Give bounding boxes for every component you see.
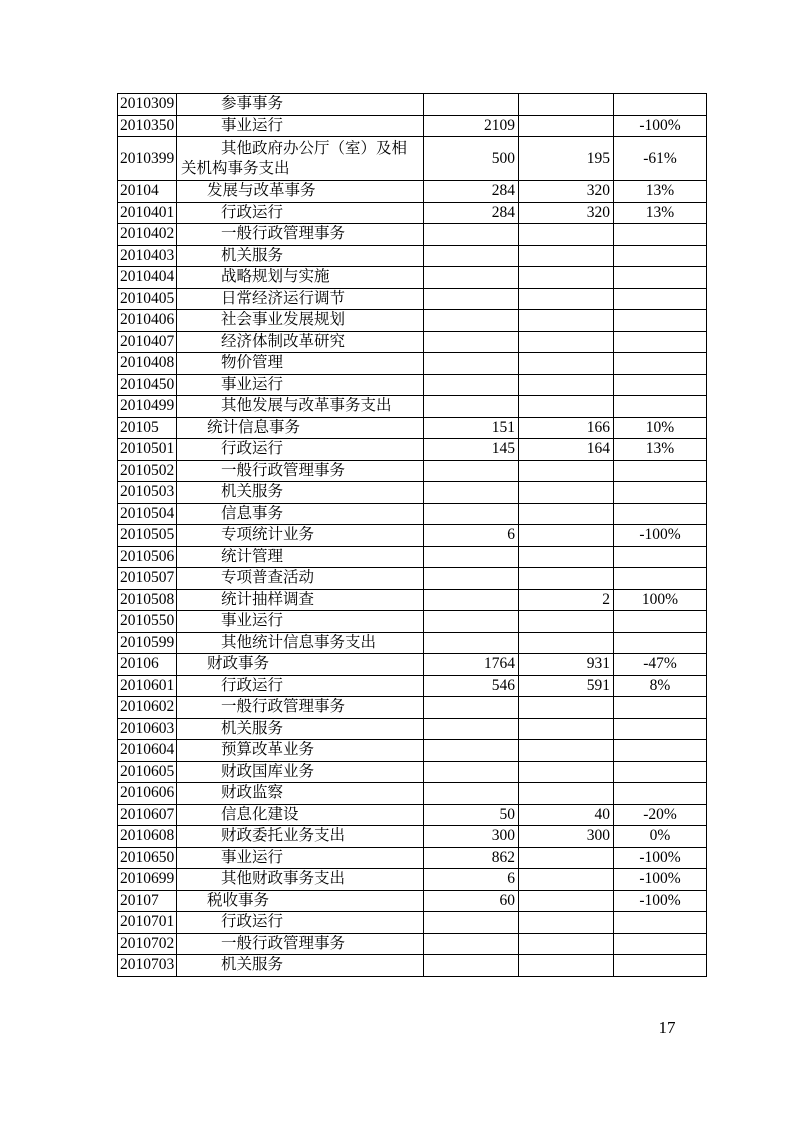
name-cell: 行政运行 <box>177 675 424 697</box>
table-row <box>118 675 707 697</box>
change-pct-cell: 8% <box>614 675 707 697</box>
change-pct-cell <box>614 288 707 310</box>
amount-b-cell: 166 <box>519 417 614 439</box>
table-row <box>118 396 707 418</box>
table-row <box>118 267 707 289</box>
code-cell: 2010703 <box>118 955 177 977</box>
code-cell: 2010606 <box>118 783 177 805</box>
amount-a-cell <box>424 245 519 267</box>
amount-a-cell <box>424 288 519 310</box>
amount-a-cell <box>424 374 519 396</box>
table-row <box>118 783 707 805</box>
amount-a-cell <box>424 460 519 482</box>
amount-a-cell: 300 <box>424 826 519 848</box>
table-row <box>118 546 707 568</box>
amount-b-cell <box>519 568 614 590</box>
amount-a-cell: 60 <box>424 890 519 912</box>
name-cell: 参事事务 <box>177 94 424 116</box>
table-row <box>118 761 707 783</box>
amount-b-cell <box>519 955 614 977</box>
amount-a-cell <box>424 224 519 246</box>
table-row <box>118 137 707 181</box>
table-row <box>118 331 707 353</box>
change-pct-cell: 13% <box>614 439 707 461</box>
name-cell: 其他政府办公厅（室）及相关机构事务支出 <box>177 137 424 181</box>
name-cell: 事业运行 <box>177 115 424 137</box>
name-cell: 信息事务 <box>177 503 424 525</box>
table-row <box>118 374 707 396</box>
amount-b-cell <box>519 331 614 353</box>
amount-a-cell: 145 <box>424 439 519 461</box>
amount-b-cell: 931 <box>519 654 614 676</box>
code-cell: 2010502 <box>118 460 177 482</box>
table-row <box>118 417 707 439</box>
code-cell: 2010402 <box>118 224 177 246</box>
amount-b-cell <box>519 482 614 504</box>
amount-b-cell <box>519 310 614 332</box>
table-row <box>118 245 707 267</box>
amount-a-cell <box>424 589 519 611</box>
name-cell: 统计管理 <box>177 546 424 568</box>
name-cell: 机关服务 <box>177 955 424 977</box>
change-pct-cell <box>614 568 707 590</box>
table-row <box>118 933 707 955</box>
amount-b-cell <box>519 611 614 633</box>
name-cell: 财政国库业务 <box>177 761 424 783</box>
table-row <box>118 525 707 547</box>
code-cell: 2010604 <box>118 740 177 762</box>
change-pct-cell <box>614 933 707 955</box>
amount-b-cell <box>519 503 614 525</box>
code-cell: 2010601 <box>118 675 177 697</box>
amount-b-cell <box>519 525 614 547</box>
change-pct-cell <box>614 912 707 934</box>
name-cell: 事业运行 <box>177 611 424 633</box>
table-row <box>118 94 707 116</box>
amount-b-cell <box>519 353 614 375</box>
amount-a-cell: 1764 <box>424 654 519 676</box>
table-row <box>118 181 707 203</box>
name-cell: 社会事业发展规划 <box>177 310 424 332</box>
amount-b-cell <box>519 224 614 246</box>
amount-b-cell <box>519 933 614 955</box>
change-pct-cell <box>614 310 707 332</box>
amount-b-cell <box>519 460 614 482</box>
amount-a-cell: 6 <box>424 525 519 547</box>
table-row <box>118 589 707 611</box>
amount-a-cell <box>424 267 519 289</box>
code-cell: 2010603 <box>118 718 177 740</box>
name-cell: 战略规划与实施 <box>177 267 424 289</box>
change-pct-cell <box>614 331 707 353</box>
amount-b-cell: 40 <box>519 804 614 826</box>
table-row <box>118 654 707 676</box>
name-cell: 专项统计业务 <box>177 525 424 547</box>
amount-a-cell <box>424 611 519 633</box>
table-row <box>118 224 707 246</box>
amount-a-cell <box>424 310 519 332</box>
code-cell: 2010405 <box>118 288 177 310</box>
change-pct-cell <box>614 94 707 116</box>
code-cell: 2010406 <box>118 310 177 332</box>
name-cell: 日常经济运行调节 <box>177 288 424 310</box>
name-cell: 一般行政管理事务 <box>177 224 424 246</box>
amount-b-cell: 2 <box>519 589 614 611</box>
code-cell: 2010504 <box>118 503 177 525</box>
change-pct-cell: -100% <box>614 847 707 869</box>
name-cell: 行政运行 <box>177 202 424 224</box>
amount-b-cell <box>519 869 614 891</box>
amount-a-cell <box>424 482 519 504</box>
code-cell: 2010503 <box>118 482 177 504</box>
code-cell: 2010505 <box>118 525 177 547</box>
amount-b-cell <box>519 761 614 783</box>
name-cell: 财政监察 <box>177 783 424 805</box>
amount-b-cell <box>519 718 614 740</box>
change-pct-cell <box>614 697 707 719</box>
change-pct-cell <box>614 761 707 783</box>
change-pct-cell <box>614 740 707 762</box>
amount-b-cell: 320 <box>519 202 614 224</box>
code-cell: 2010507 <box>118 568 177 590</box>
table-row <box>118 912 707 934</box>
name-cell: 机关服务 <box>177 718 424 740</box>
table-row <box>118 288 707 310</box>
amount-a-cell: 546 <box>424 675 519 697</box>
code-cell: 2010599 <box>118 632 177 654</box>
code-cell: 2010701 <box>118 912 177 934</box>
amount-a-cell: 50 <box>424 804 519 826</box>
code-cell: 2010605 <box>118 761 177 783</box>
code-cell: 20104 <box>118 181 177 203</box>
change-pct-cell: 13% <box>614 181 707 203</box>
amount-a-cell <box>424 697 519 719</box>
change-pct-cell <box>614 245 707 267</box>
amount-a-cell: 151 <box>424 417 519 439</box>
change-pct-cell <box>614 632 707 654</box>
table-row <box>118 460 707 482</box>
change-pct-cell <box>614 546 707 568</box>
amount-b-cell <box>519 396 614 418</box>
name-cell: 经济体制改革研究 <box>177 331 424 353</box>
amount-a-cell: 862 <box>424 847 519 869</box>
table-row <box>118 568 707 590</box>
code-cell: 2010699 <box>118 869 177 891</box>
change-pct-cell: -100% <box>614 115 707 137</box>
table-row <box>118 869 707 891</box>
name-cell: 其他财政事务支出 <box>177 869 424 891</box>
amount-a-cell <box>424 912 519 934</box>
name-cell: 行政运行 <box>177 912 424 934</box>
code-cell: 2010607 <box>118 804 177 826</box>
budget-table-container <box>117 93 707 977</box>
amount-a-cell <box>424 632 519 654</box>
table-row <box>118 202 707 224</box>
code-cell: 2010550 <box>118 611 177 633</box>
amount-b-cell <box>519 546 614 568</box>
table-row <box>118 503 707 525</box>
code-cell: 20106 <box>118 654 177 676</box>
name-cell: 发展与改革事务 <box>177 181 424 203</box>
amount-b-cell: 591 <box>519 675 614 697</box>
table-row <box>118 804 707 826</box>
code-cell: 2010399 <box>118 137 177 181</box>
amount-a-cell <box>424 783 519 805</box>
table-row <box>118 611 707 633</box>
table-row <box>118 353 707 375</box>
amount-a-cell <box>424 933 519 955</box>
amount-b-cell <box>519 783 614 805</box>
change-pct-cell <box>614 955 707 977</box>
name-cell: 其他发展与改革事务支出 <box>177 396 424 418</box>
change-pct-cell <box>614 718 707 740</box>
amount-a-cell <box>424 740 519 762</box>
code-cell: 2010403 <box>118 245 177 267</box>
name-cell: 物价管理 <box>177 353 424 375</box>
amount-a-cell: 284 <box>424 181 519 203</box>
table-row <box>118 439 707 461</box>
name-cell: 机关服务 <box>177 482 424 504</box>
budget-table <box>117 93 707 977</box>
amount-b-cell <box>519 697 614 719</box>
change-pct-cell: -61% <box>614 137 707 181</box>
change-pct-cell <box>614 224 707 246</box>
amount-a-cell <box>424 761 519 783</box>
table-row <box>118 740 707 762</box>
page-number: 17 <box>658 1018 676 1037</box>
table-row <box>118 890 707 912</box>
amount-a-cell <box>424 718 519 740</box>
amount-b-cell <box>519 288 614 310</box>
name-cell: 专项普查活动 <box>177 568 424 590</box>
amount-a-cell: 2109 <box>424 115 519 137</box>
change-pct-cell <box>614 503 707 525</box>
code-cell: 2010408 <box>118 353 177 375</box>
change-pct-cell: -47% <box>614 654 707 676</box>
name-cell: 事业运行 <box>177 847 424 869</box>
code-cell: 2010499 <box>118 396 177 418</box>
table-row <box>118 632 707 654</box>
code-cell: 2010602 <box>118 697 177 719</box>
amount-a-cell <box>424 331 519 353</box>
amount-a-cell <box>424 568 519 590</box>
amount-b-cell <box>519 94 614 116</box>
change-pct-cell <box>614 611 707 633</box>
code-cell: 2010650 <box>118 847 177 869</box>
amount-a-cell: 284 <box>424 202 519 224</box>
amount-b-cell <box>519 115 614 137</box>
table-row <box>118 718 707 740</box>
name-cell: 机关服务 <box>177 245 424 267</box>
table-row <box>118 482 707 504</box>
amount-a-cell <box>424 396 519 418</box>
change-pct-cell: -100% <box>614 525 707 547</box>
amount-b-cell <box>519 245 614 267</box>
amount-a-cell <box>424 503 519 525</box>
code-cell: 2010401 <box>118 202 177 224</box>
name-cell: 其他统计信息事务支出 <box>177 632 424 654</box>
amount-a-cell <box>424 546 519 568</box>
change-pct-cell: -100% <box>614 890 707 912</box>
table-row <box>118 847 707 869</box>
change-pct-cell: -20% <box>614 804 707 826</box>
amount-b-cell: 320 <box>519 181 614 203</box>
name-cell: 事业运行 <box>177 374 424 396</box>
code-cell: 2010508 <box>118 589 177 611</box>
change-pct-cell <box>614 482 707 504</box>
amount-a-cell <box>424 353 519 375</box>
table-row <box>118 955 707 977</box>
code-cell: 2010407 <box>118 331 177 353</box>
change-pct-cell: -100% <box>614 869 707 891</box>
code-cell: 2010608 <box>118 826 177 848</box>
code-cell: 20105 <box>118 417 177 439</box>
amount-b-cell <box>519 912 614 934</box>
name-cell: 一般行政管理事务 <box>177 460 424 482</box>
change-pct-cell <box>614 374 707 396</box>
amount-a-cell: 6 <box>424 869 519 891</box>
amount-b-cell <box>519 632 614 654</box>
change-pct-cell: 10% <box>614 417 707 439</box>
name-cell: 财政事务 <box>177 654 424 676</box>
code-cell: 2010702 <box>118 933 177 955</box>
change-pct-cell: 100% <box>614 589 707 611</box>
code-cell: 2010450 <box>118 374 177 396</box>
name-cell: 预算改革业务 <box>177 740 424 762</box>
name-cell: 行政运行 <box>177 439 424 461</box>
name-cell: 税收事务 <box>177 890 424 912</box>
change-pct-cell <box>614 267 707 289</box>
table-row <box>118 826 707 848</box>
code-cell: 20107 <box>118 890 177 912</box>
code-cell: 2010404 <box>118 267 177 289</box>
amount-b-cell: 164 <box>519 439 614 461</box>
change-pct-cell: 0% <box>614 826 707 848</box>
code-cell: 2010506 <box>118 546 177 568</box>
name-cell: 财政委托业务支出 <box>177 826 424 848</box>
amount-b-cell: 195 <box>519 137 614 181</box>
change-pct-cell <box>614 460 707 482</box>
change-pct-cell <box>614 396 707 418</box>
name-cell: 信息化建设 <box>177 804 424 826</box>
table-row <box>118 115 707 137</box>
amount-a-cell: 500 <box>424 137 519 181</box>
change-pct-cell <box>614 353 707 375</box>
name-cell: 统计信息事务 <box>177 417 424 439</box>
amount-a-cell <box>424 94 519 116</box>
name-cell: 一般行政管理事务 <box>177 933 424 955</box>
budget-table-body <box>118 94 707 977</box>
amount-b-cell <box>519 267 614 289</box>
amount-b-cell: 300 <box>519 826 614 848</box>
code-cell: 2010350 <box>118 115 177 137</box>
name-cell: 一般行政管理事务 <box>177 697 424 719</box>
amount-b-cell <box>519 374 614 396</box>
amount-b-cell <box>519 890 614 912</box>
change-pct-cell: 13% <box>614 202 707 224</box>
change-pct-cell <box>614 783 707 805</box>
amount-a-cell <box>424 955 519 977</box>
table-row <box>118 310 707 332</box>
name-cell: 统计抽样调查 <box>177 589 424 611</box>
amount-b-cell <box>519 740 614 762</box>
table-row <box>118 697 707 719</box>
code-cell: 2010501 <box>118 439 177 461</box>
code-cell: 2010309 <box>118 94 177 116</box>
amount-b-cell <box>519 847 614 869</box>
